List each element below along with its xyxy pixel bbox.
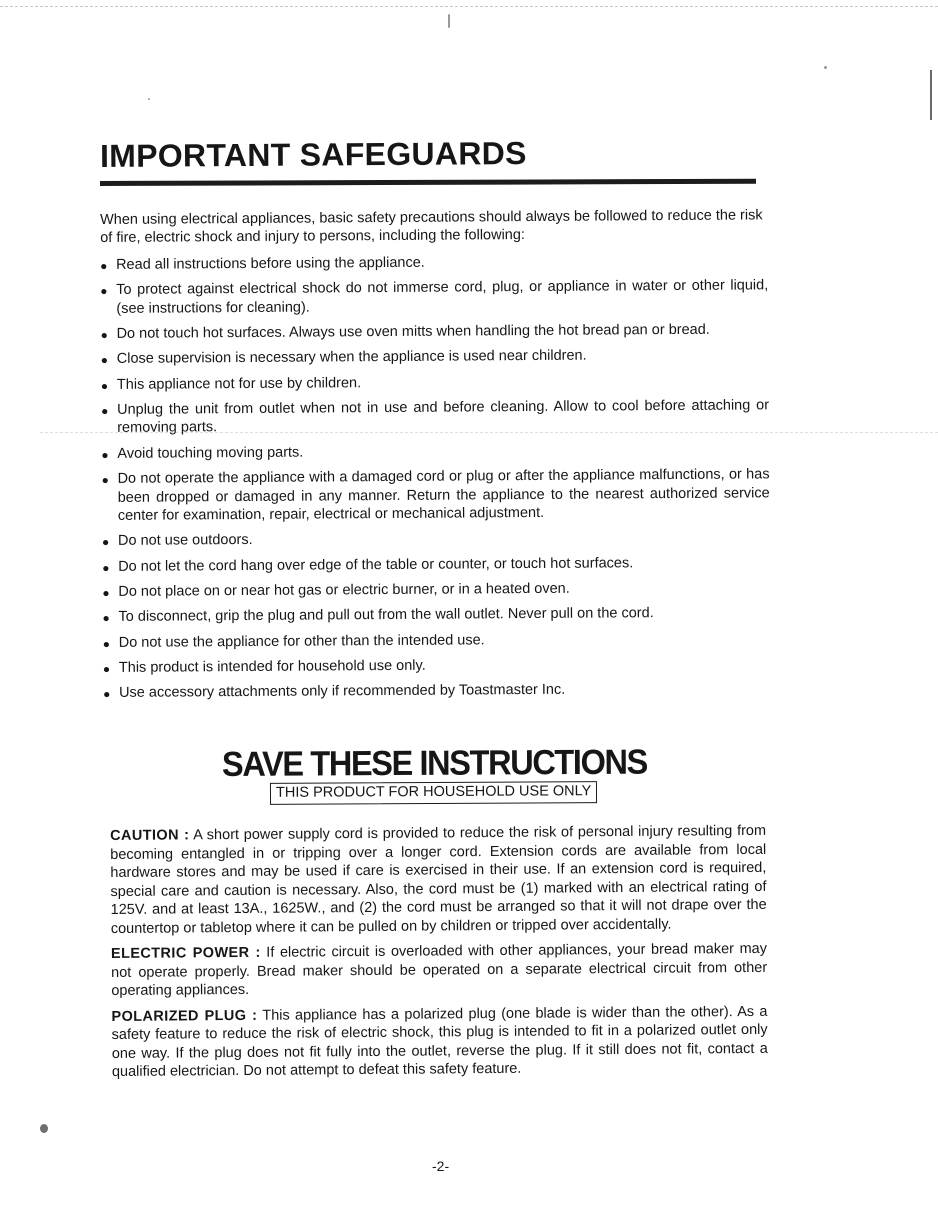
polarized-plug-note <box>111 1002 768 1081</box>
electric-power-note <box>111 940 767 1001</box>
bullet-icon: ● <box>100 353 109 368</box>
safeguard-text: This product is intended for household use only. <box>118 657 426 676</box>
safeguard-text: Do not let the cord hang over edge of the table or counter, or touch hot surfaces. <box>118 554 634 575</box>
safeguard-item <box>100 320 768 343</box>
safeguard-text: Use accessory attachments only if recommended by Toastmaster Inc. <box>118 681 566 702</box>
bullet-icon: ● <box>100 258 108 273</box>
safeguard-item <box>100 277 768 319</box>
bullet-icon: ● <box>100 378 109 393</box>
bullet-icon: ● <box>102 661 111 676</box>
safeguard-item <box>103 654 771 677</box>
safeguard-item <box>102 578 770 601</box>
bullet-icon: ● <box>102 585 110 600</box>
safeguard-text: Read all instructions before using the appliance. <box>116 254 425 273</box>
caution-label: CAUTION : <box>110 827 190 844</box>
safeguard-text: To protect against electrical shock do not immerse cord, plug, or appliance in water or other liquid, (see instructions for cleaning). <box>116 277 769 317</box>
intro-paragraph: When using electrical appliances, basic safety precautions should always be followed to reduce the risk of fire, electric shock and injury to persons, including the following: <box>100 207 763 246</box>
household-use-notice: THIS PRODUCT FOR HOUSEHOLD USE ONLY <box>270 781 597 805</box>
notes-section <box>110 822 768 1089</box>
safeguard-item <box>102 604 770 627</box>
scan-speck <box>40 1124 48 1133</box>
safeguard-item <box>103 629 771 652</box>
safeguard-text: Avoid touching moving parts. <box>117 444 304 462</box>
safeguard-item <box>101 396 769 438</box>
page-number: -2- <box>432 1158 450 1174</box>
safeguard-text: This appliance not for use by children. <box>116 374 362 393</box>
safeguard-item <box>102 553 770 576</box>
scan-speck <box>824 66 827 69</box>
bullet-icon: ● <box>102 560 110 575</box>
safeguard-list <box>100 251 771 709</box>
safeguard-item <box>101 440 769 463</box>
safeguard-text: Unplug the unit from outlet when not in use and before cleaning. Allow to cool before attaching or removing parts. <box>117 397 770 437</box>
safeguard-text: Do not operate the appliance with a damaged cord or plug or after the appliance malfunctions, or has been dropped or damaged in any manner. Return the appliance to the nearest authorized service center for examination, repair, electrical or mechanical adjustment. <box>117 466 770 524</box>
safeguard-text: Do not touch hot surfaces. Always use oven mitts when handling the hot bread pan or bread. <box>116 321 710 342</box>
save-instructions-heading: SAVE THESE INSTRUCTIONS <box>221 742 647 784</box>
safeguard-item <box>103 679 771 702</box>
safeguard-item <box>101 371 769 394</box>
caution-note <box>110 822 767 938</box>
scan-edge-mark <box>930 70 932 120</box>
bullet-icon: ● <box>103 687 111 702</box>
bullet-icon: ● <box>101 535 110 550</box>
caution-text: A short power supply cord is provided to reduce the risk of personal injury resulting from becoming entangled in or tripping over a longer cord. Extension cords are available from local hardware stores and may be used if care is exercised in their use. If an extension cord is required, special care and caution is necessary. Also, the cord must be (1) marked with an electrical rating of 125V. and at least 13A., 1625W., and (2) the cord must be arranged so that it will not drape over the countertop or tabletop where it can be pulled on by children or tripped over accidentally. <box>110 822 767 937</box>
safeguard-text: To disconnect, grip the plug and pull out from the wall outlet. Never pull on the cord. <box>118 605 654 626</box>
safeguard-item <box>101 346 769 369</box>
bullet-icon: ● <box>101 447 109 462</box>
safeguard-text: Close supervision is necessary when the appliance is used near children. <box>116 347 587 368</box>
bullet-icon: ● <box>101 473 109 488</box>
bullet-icon: ● <box>101 403 109 418</box>
polarized-plug-label: POLARIZED PLUG : <box>111 1007 258 1025</box>
bullet-icon: ● <box>102 636 111 651</box>
electric-power-text: If electric circuit is overloaded with other appliances, your bread maker may not operate properly. Bread maker should be operated on a separate electrical circuit from other operating appliances. <box>111 940 768 999</box>
scan-artifact-top <box>0 6 938 7</box>
bullet-icon: ● <box>100 328 108 343</box>
title-underline <box>100 179 756 186</box>
bullet-icon: ● <box>100 284 108 299</box>
scan-speck <box>448 14 450 28</box>
bullet-icon: ● <box>102 611 110 626</box>
polarized-plug-text: This appliance has a polarized plug (one blade is wider than the other). As a safety feature to reduce the risk of electric shock, this plug is intended to fit in a polarized outlet only one way. If the plug does not fit fully into the outlet, reverse the plug. If it still does not fit, contact a qualified electrician. Do not attempt to defeat this safety feature. <box>111 1003 768 1080</box>
safeguard-item <box>100 251 768 274</box>
scan-speck <box>148 98 150 100</box>
safeguard-text: Do not use outdoors. <box>117 532 253 550</box>
page-title: IMPORTANT SAFEGUARDS <box>99 135 527 174</box>
safeguard-item <box>102 528 770 551</box>
safeguard-item <box>101 465 769 525</box>
safeguard-text: Do not place on or near hot gas or electric burner, or in a heated oven. <box>118 580 570 600</box>
electric-power-label: ELECTRIC POWER : <box>110 944 261 962</box>
safeguard-text: Do not use the appliance for other than the intended use. <box>118 631 485 651</box>
